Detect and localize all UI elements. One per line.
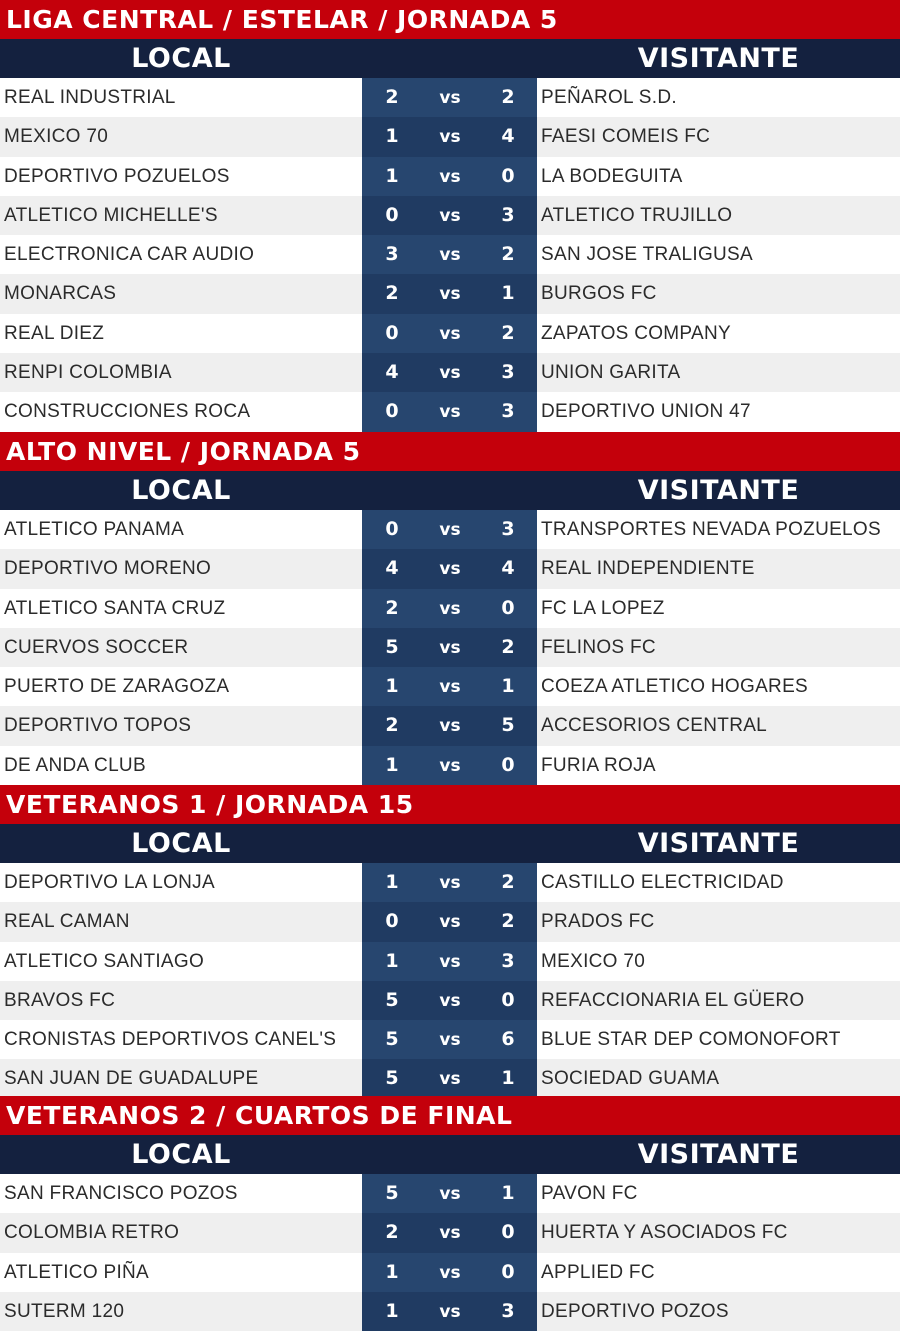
- score-box: [362, 1292, 537, 1331]
- vs-label: vs: [439, 951, 461, 972]
- away-score: 0: [501, 164, 515, 187]
- home-team: ATLETICO SANTIAGO: [0, 942, 362, 981]
- vs-label: vs: [439, 520, 461, 540]
- match-row: [0, 902, 900, 941]
- match-row: [0, 392, 900, 431]
- vs-label: vs: [439, 1301, 461, 1322]
- home-team: SUTERM 120: [0, 1292, 362, 1331]
- away-team: CASTILLO ELECTRICIDAD: [537, 863, 900, 902]
- section-title: LIGA CENTRAL / ESTELAR / JORNADA 5: [0, 0, 900, 39]
- vs-label: vs: [439, 1030, 461, 1051]
- vs-label: vs: [439, 1069, 461, 1090]
- match-row: [0, 863, 900, 902]
- vs-label: vs: [439, 873, 461, 893]
- match-row: [0, 196, 900, 235]
- home-score: 1: [385, 164, 399, 187]
- vs-label: vs: [439, 990, 461, 1011]
- home-team: MONARCAS: [0, 274, 362, 313]
- away-team: ZAPATOS COMPANY: [537, 314, 900, 353]
- away-score: 5: [501, 714, 515, 737]
- vs-label: vs: [439, 755, 461, 776]
- away-team: FAESI COMEIS FC: [537, 117, 900, 156]
- home-team: CUERVOS SOCCER: [0, 628, 362, 667]
- score-box: [362, 1253, 537, 1292]
- match-row: [0, 981, 900, 1020]
- match-row: [0, 78, 900, 117]
- column-header: [0, 824, 900, 863]
- home-score: 2: [385, 1221, 399, 1244]
- away-team: TRANSPORTES NEVADA POZUELOS: [537, 510, 900, 549]
- vs-label: vs: [439, 637, 461, 658]
- home-team: ATLETICO PIÑA: [0, 1253, 362, 1292]
- away-score: 0: [501, 988, 515, 1011]
- away-team: BURGOS FC: [537, 274, 900, 313]
- home-score: 2: [385, 596, 399, 619]
- home-score: 4: [385, 557, 399, 580]
- vs-label: vs: [439, 166, 461, 187]
- home-score: 1: [385, 949, 399, 972]
- match-row: [0, 628, 900, 667]
- home-team: PUERTO DE ZARAGOZA: [0, 667, 362, 706]
- match-row: [0, 1174, 900, 1213]
- match-row: [0, 589, 900, 628]
- home-score: 2: [385, 282, 399, 305]
- home-score: 1: [385, 753, 399, 776]
- section-title: VETERANOS 1 / JORNADA 15: [0, 785, 900, 824]
- home-team: ELECTRONICA CAR AUDIO: [0, 235, 362, 274]
- away-team: SAN JOSE TRALIGUSA: [537, 235, 900, 274]
- home-score: 1: [385, 871, 399, 893]
- home-team: RENPI COLOMBIA: [0, 353, 362, 392]
- away-team: BLUE STAR DEP COMONOFORT: [537, 1020, 900, 1059]
- away-team: ATLETICO TRUJILLO: [537, 196, 900, 235]
- home-score: 5: [385, 988, 399, 1011]
- league-section: [0, 432, 900, 785]
- away-team: PAVON FC: [537, 1174, 900, 1213]
- home-team: REAL INDUSTRIAL: [0, 78, 362, 117]
- score-box: [362, 1059, 537, 1098]
- vs-label: vs: [439, 912, 461, 933]
- away-score: 1: [501, 1067, 515, 1090]
- home-score: 5: [385, 635, 399, 658]
- match-row: [0, 314, 900, 353]
- match-row: [0, 117, 900, 156]
- score-box: [362, 902, 537, 941]
- home-score: 2: [385, 714, 399, 737]
- home-score: 5: [385, 1182, 399, 1204]
- home-score: 0: [385, 518, 399, 540]
- score-box: [362, 746, 537, 785]
- match-row: [0, 235, 900, 274]
- visitante-header: VISITANTE: [637, 1139, 800, 1170]
- score-box: [362, 78, 537, 117]
- score-box: [362, 667, 537, 706]
- away-score: 0: [501, 596, 515, 619]
- score-box: [362, 942, 537, 981]
- section-title: ALTO NIVEL / JORNADA 5: [0, 432, 900, 471]
- away-score: 1: [501, 282, 515, 305]
- away-team: DEPORTIVO POZOS: [537, 1292, 900, 1331]
- vs-label: vs: [439, 284, 461, 305]
- match-row: [0, 274, 900, 313]
- score-box: [362, 1020, 537, 1059]
- visitante-header: VISITANTE: [637, 475, 800, 506]
- match-row: [0, 549, 900, 588]
- match-row: [0, 510, 900, 549]
- score-box: [362, 863, 537, 902]
- vs-label: vs: [439, 127, 461, 148]
- league-section: [0, 785, 900, 1099]
- vs-label: vs: [439, 205, 461, 226]
- vs-label: vs: [439, 598, 461, 619]
- score-box: [362, 314, 537, 353]
- home-score: 1: [385, 1260, 399, 1283]
- away-team: FELINOS FC: [537, 628, 900, 667]
- match-row: [0, 1292, 900, 1331]
- match-row: [0, 746, 900, 785]
- home-score: 5: [385, 1028, 399, 1051]
- vs-label: vs: [439, 363, 461, 384]
- home-score: 1: [385, 675, 399, 698]
- match-row: [0, 1213, 900, 1252]
- away-score: 2: [501, 910, 515, 933]
- away-team: MEXICO 70: [537, 942, 900, 981]
- score-box: [362, 353, 537, 392]
- score-box: [362, 157, 537, 196]
- home-score: 2: [385, 86, 399, 108]
- vs-label: vs: [439, 1262, 461, 1283]
- score-box: [362, 1174, 537, 1213]
- away-team: LA BODEGUITA: [537, 157, 900, 196]
- score-box: [362, 589, 537, 628]
- away-team: FURIA ROJA: [537, 746, 900, 785]
- home-score: 0: [385, 321, 399, 344]
- away-team: APPLIED FC: [537, 1253, 900, 1292]
- away-score: 4: [501, 125, 515, 148]
- away-score: 2: [501, 86, 515, 108]
- away-score: 2: [501, 635, 515, 658]
- local-header: LOCAL: [131, 1139, 231, 1170]
- vs-label: vs: [439, 245, 461, 266]
- score-box: [362, 628, 537, 667]
- away-team: REAL INDEPENDIENTE: [537, 549, 900, 588]
- home-score: 1: [385, 1299, 399, 1322]
- home-team: CONSTRUCCIONES ROCA: [0, 392, 362, 431]
- league-section: [0, 0, 900, 432]
- score-box: [362, 510, 537, 549]
- away-score: 0: [501, 1260, 515, 1283]
- away-team: ACCESORIOS CENTRAL: [537, 706, 900, 745]
- home-team: DEPORTIVO LA LONJA: [0, 863, 362, 902]
- away-team: SOCIEDAD GUAMA: [537, 1059, 900, 1098]
- visitante-header: VISITANTE: [637, 828, 800, 859]
- home-score: 0: [385, 400, 399, 423]
- score-box: [362, 117, 537, 156]
- away-team: PEÑAROL S.D.: [537, 78, 900, 117]
- home-team: COLOMBIA RETRO: [0, 1213, 362, 1252]
- match-row: [0, 1253, 900, 1292]
- away-score: 2: [501, 321, 515, 344]
- match-row: [0, 1059, 900, 1098]
- local-header: LOCAL: [131, 475, 231, 506]
- score-box: [362, 274, 537, 313]
- away-score: 3: [501, 400, 515, 423]
- away-team: REFACCIONARIA EL GÜERO: [537, 981, 900, 1020]
- away-team: FC LA LOPEZ: [537, 589, 900, 628]
- away-score: 4: [501, 557, 515, 580]
- home-team: DEPORTIVO POZUELOS: [0, 157, 362, 196]
- home-score: 3: [385, 243, 399, 266]
- home-score: 0: [385, 203, 399, 226]
- home-team: SAN FRANCISCO POZOS: [0, 1174, 362, 1213]
- match-row: [0, 667, 900, 706]
- away-score: 3: [501, 1299, 515, 1322]
- away-score: 1: [501, 675, 515, 698]
- away-team: COEZA ATLETICO HOGARES: [537, 667, 900, 706]
- away-score: 3: [501, 203, 515, 226]
- home-team: DEPORTIVO MORENO: [0, 549, 362, 588]
- column-header: [0, 471, 900, 510]
- home-team: CRONISTAS DEPORTIVOS CANEL'S: [0, 1020, 362, 1059]
- away-score: 6: [501, 1028, 515, 1051]
- home-score: 1: [385, 125, 399, 148]
- away-score: 1: [501, 1182, 515, 1204]
- vs-label: vs: [439, 1223, 461, 1244]
- match-row: [0, 706, 900, 745]
- vs-label: vs: [439, 323, 461, 344]
- home-score: 4: [385, 361, 399, 384]
- vs-label: vs: [439, 402, 461, 423]
- vs-label: vs: [439, 716, 461, 737]
- vs-label: vs: [439, 677, 461, 698]
- score-box: [362, 549, 537, 588]
- score-box: [362, 1213, 537, 1252]
- away-score: 0: [501, 1221, 515, 1244]
- away-team: PRADOS FC: [537, 902, 900, 941]
- match-row: [0, 942, 900, 981]
- home-team: ATLETICO SANTA CRUZ: [0, 589, 362, 628]
- local-header: LOCAL: [131, 43, 231, 74]
- score-box: [362, 706, 537, 745]
- away-score: 3: [501, 361, 515, 384]
- away-score: 0: [501, 753, 515, 776]
- away-score: 3: [501, 949, 515, 972]
- league-section: [0, 1096, 900, 1331]
- home-team: ATLETICO PANAMA: [0, 510, 362, 549]
- column-header: [0, 39, 900, 78]
- column-header: [0, 1135, 900, 1174]
- local-header: LOCAL: [131, 828, 231, 859]
- away-score: 2: [501, 243, 515, 266]
- score-box: [362, 235, 537, 274]
- home-team: DEPORTIVO TOPOS: [0, 706, 362, 745]
- section-title: VETERANOS 2 / CUARTOS DE FINAL: [0, 1096, 900, 1135]
- home-team: REAL CAMAN: [0, 902, 362, 941]
- match-row: [0, 353, 900, 392]
- home-team: REAL DIEZ: [0, 314, 362, 353]
- score-box: [362, 392, 537, 431]
- visitante-header: VISITANTE: [637, 43, 800, 74]
- away-team: DEPORTIVO UNION 47: [537, 392, 900, 431]
- away-score: 2: [501, 871, 515, 893]
- away-team: HUERTA Y ASOCIADOS FC: [537, 1213, 900, 1252]
- home-score: 5: [385, 1067, 399, 1090]
- score-box: [362, 981, 537, 1020]
- away-team: UNION GARITA: [537, 353, 900, 392]
- away-score: 3: [501, 518, 515, 540]
- score-box: [362, 196, 537, 235]
- match-row: [0, 1020, 900, 1059]
- home-team: DE ANDA CLUB: [0, 746, 362, 785]
- home-team: ATLETICO MICHELLE'S: [0, 196, 362, 235]
- vs-label: vs: [439, 1184, 461, 1204]
- vs-label: vs: [439, 559, 461, 580]
- home-team: SAN JUAN DE GUADALUPE: [0, 1059, 362, 1098]
- home-score: 0: [385, 910, 399, 933]
- match-row: [0, 157, 900, 196]
- vs-label: vs: [439, 88, 461, 108]
- home-team: MEXICO 70: [0, 117, 362, 156]
- home-team: BRAVOS FC: [0, 981, 362, 1020]
